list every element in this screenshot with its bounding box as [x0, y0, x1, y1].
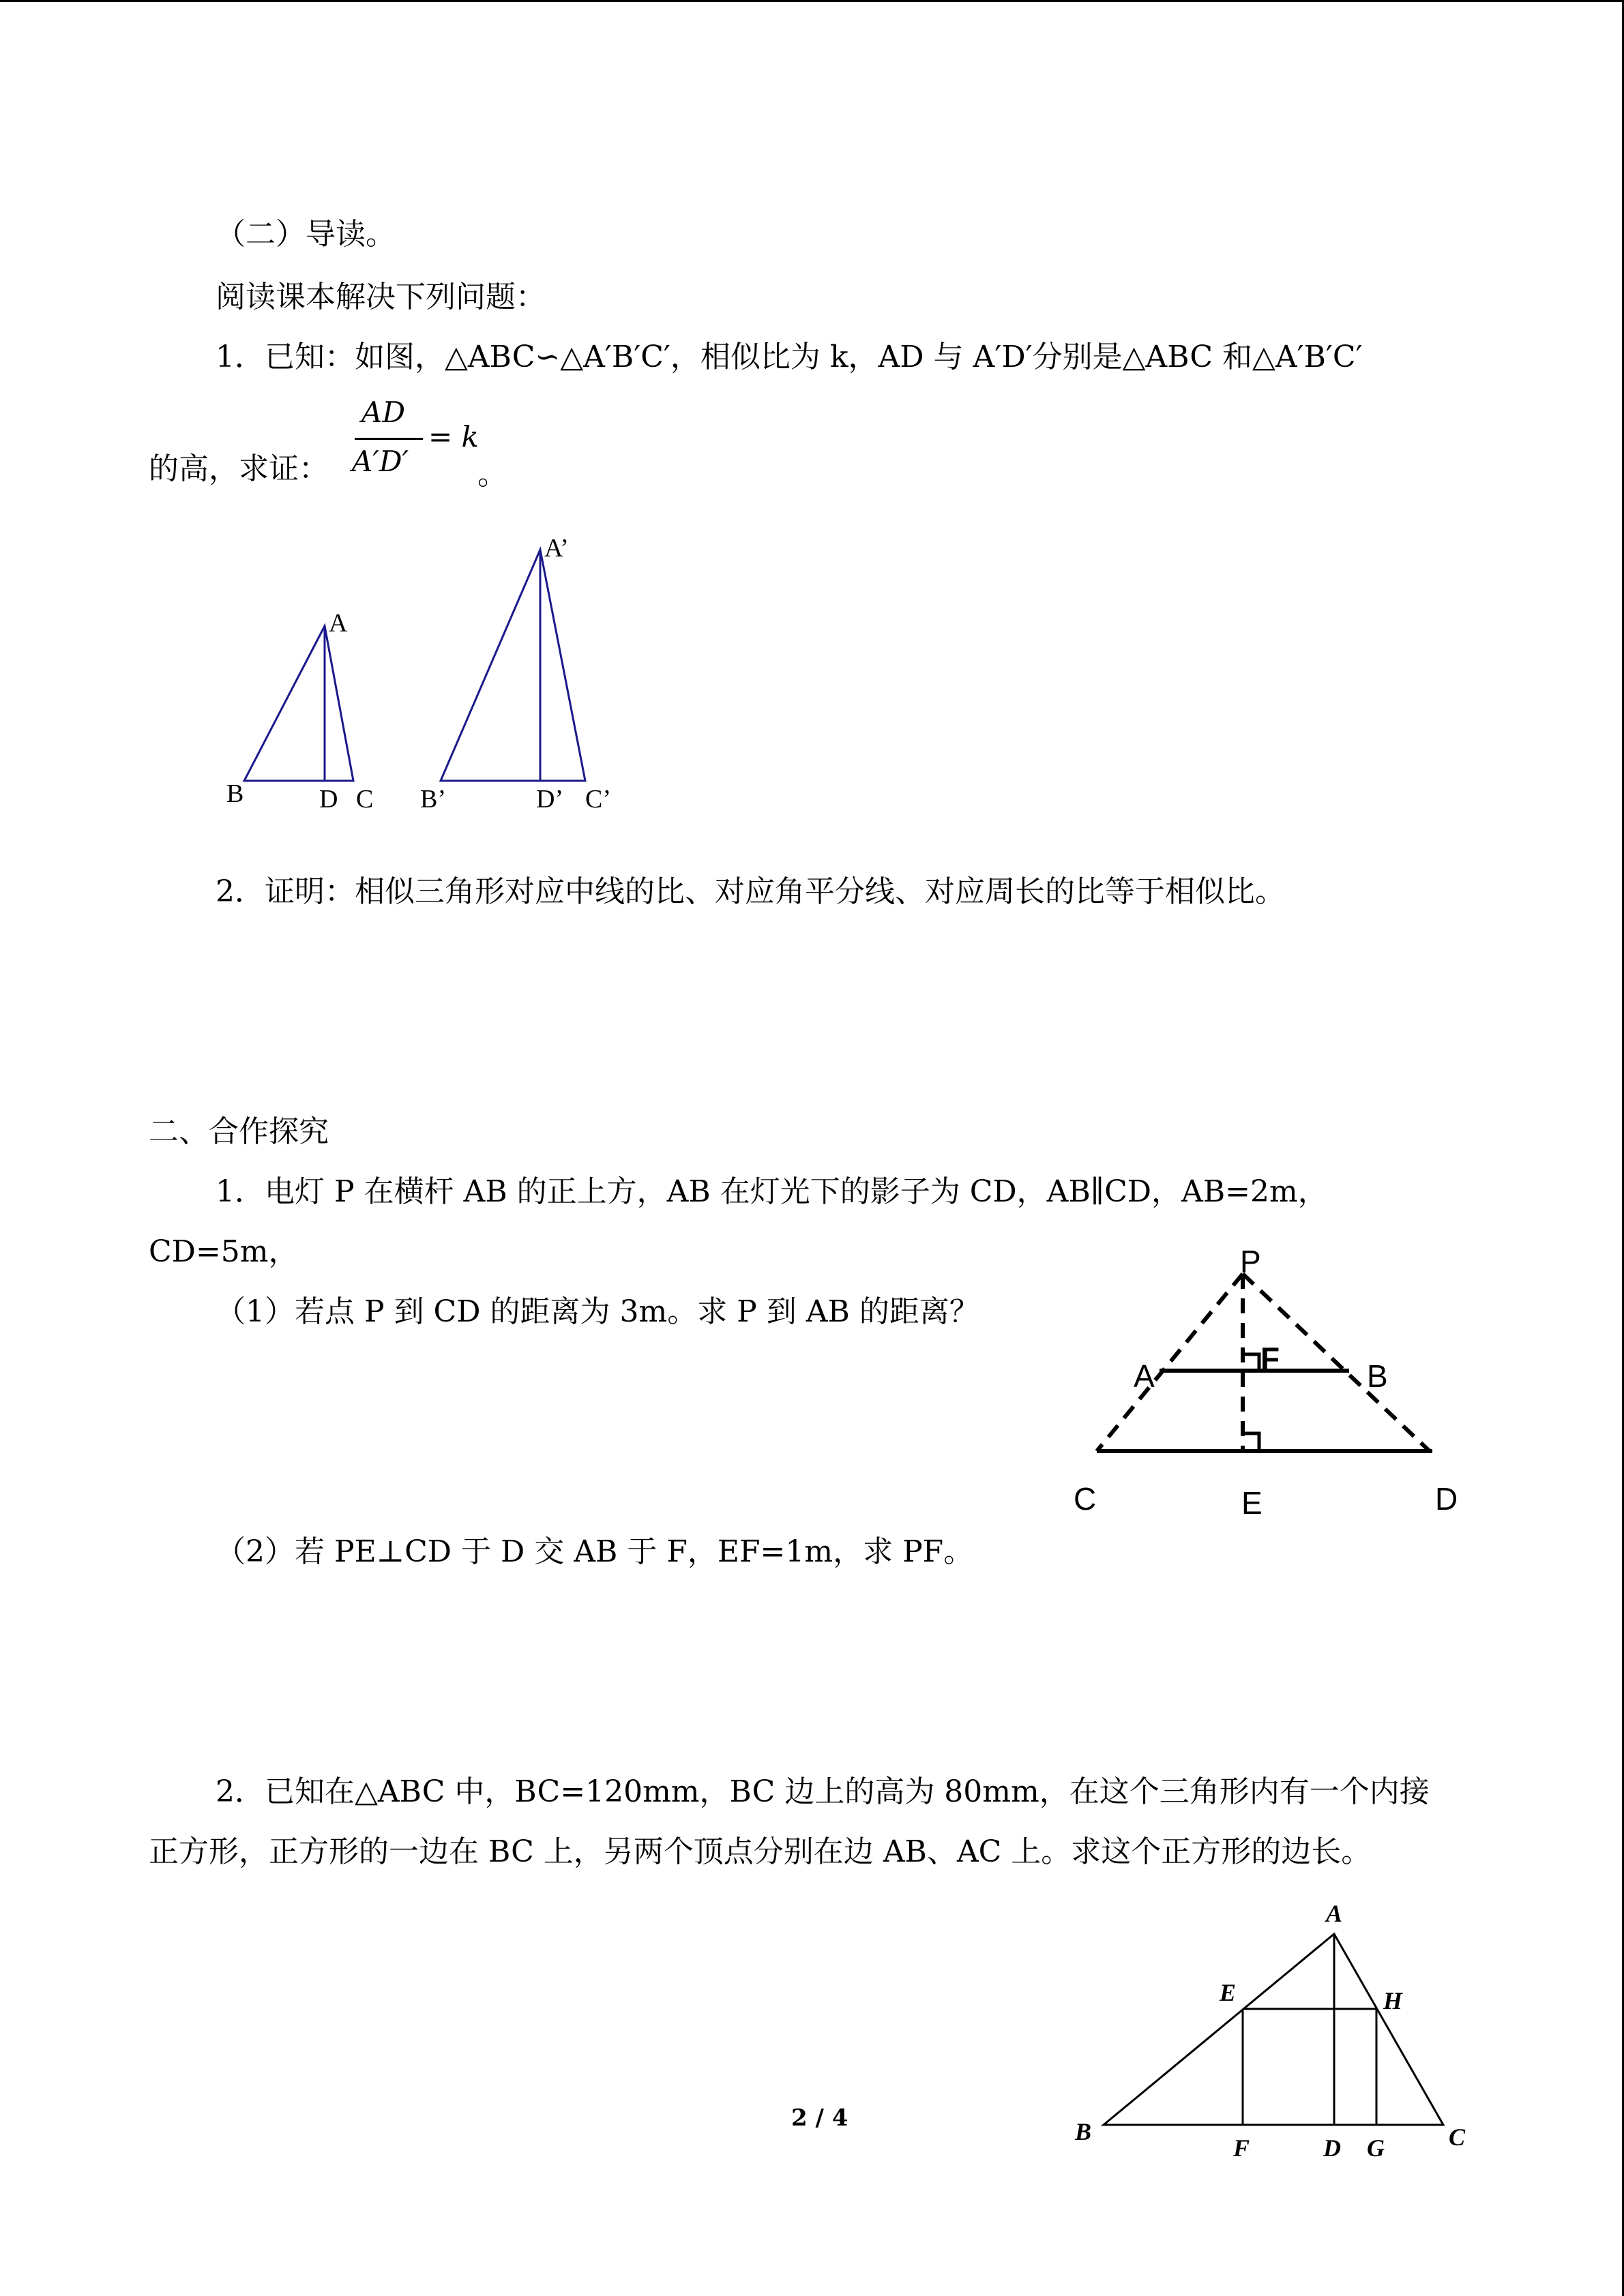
fig2-label-e: E: [1241, 1485, 1263, 1521]
fig1-label-c: C: [356, 785, 374, 814]
fig1-label-b2: B’: [420, 785, 446, 814]
fig1-label-c2: C’: [585, 785, 611, 814]
fig2-label-d: D: [1435, 1481, 1458, 1517]
fig1-label-a: A: [329, 609, 348, 638]
fig2-label-b: B: [1367, 1358, 1388, 1394]
question-1-line-2-prefix: 的高，求证：: [149, 451, 329, 486]
read-intro: 阅读课本解决下列问题：: [216, 280, 546, 314]
formula-rhs: = k: [428, 420, 479, 453]
question-2: 2．证明：相似三角形对应中线的比、对应角平分线、对应周长的比等于相似比。: [216, 874, 1285, 909]
formula-denominator: A′D′: [352, 445, 409, 478]
fig3-label-h: H: [1383, 1987, 1403, 2014]
question-1-line-2-suffix: 。: [477, 457, 507, 492]
fig3-label-a: A: [1326, 1900, 1343, 1927]
section-guide-heading: （二）导读。: [216, 217, 396, 252]
fig3-label-g: G: [1367, 2134, 1385, 2162]
coop-1-sub-1: （1）若点 P 到 CD 的距离为 3m。求 P 到 AB 的距离？: [216, 1294, 979, 1329]
fig3-label-e: E: [1220, 1979, 1237, 2006]
formula-numerator: AD: [361, 396, 406, 429]
fig1-label-d: D: [319, 785, 338, 814]
coop-1-line-2: CD=5m，: [149, 1234, 299, 1269]
fig2-label-f: F: [1260, 1341, 1280, 1376]
coop-2-line-2: 正方形，正方形的一边在 BC 上，另两个顶点分别在边 AB、AC 上。求这个正方形的边长。: [149, 1834, 1372, 1869]
section-cooperative-heading: 二、合作探究: [149, 1114, 329, 1149]
fig2-label-c: C: [1074, 1481, 1097, 1517]
fig2-label-a: A: [1134, 1358, 1155, 1394]
question-1-line-1: 1．已知：如图，△ABC∽△A′B′C′，相似比为 k，AD 与 A′D′分别是△ABC 和△A′B′C′: [216, 340, 1363, 374]
coop-1-sub-2: （2）若 PE⊥CD 于 D 交 AB 于 F，EF=1m，求 PF。: [216, 1534, 974, 1569]
page-number: 2 / 4: [791, 2104, 848, 2132]
fig3-label-d: D: [1323, 2134, 1341, 2162]
fig3-label-c: C: [1449, 2123, 1466, 2151]
fig2-label-p: P: [1240, 1244, 1261, 1279]
fig1-label-a2: A’: [544, 534, 569, 563]
coop-1-line-1: 1．电灯 P 在横杆 AB 的正上方，AB 在灯光下的影子为 CD，AB∥CD，AB=2m，: [216, 1174, 1328, 1209]
fig1-label-b: B: [226, 779, 244, 808]
coop-2-line-1: 2．已知在△ABC 中，BC=120mm，BC 边上的高为 80mm，在这个三角形内有一个内接: [216, 1774, 1430, 1809]
fig1-label-d2: D’: [536, 785, 564, 814]
triangle-abc-square: [1104, 1934, 1443, 2125]
fig3-label-f: F: [1233, 2134, 1250, 2162]
formula-rhs-value: k: [461, 420, 479, 453]
fig3-label-b: B: [1075, 2118, 1092, 2145]
